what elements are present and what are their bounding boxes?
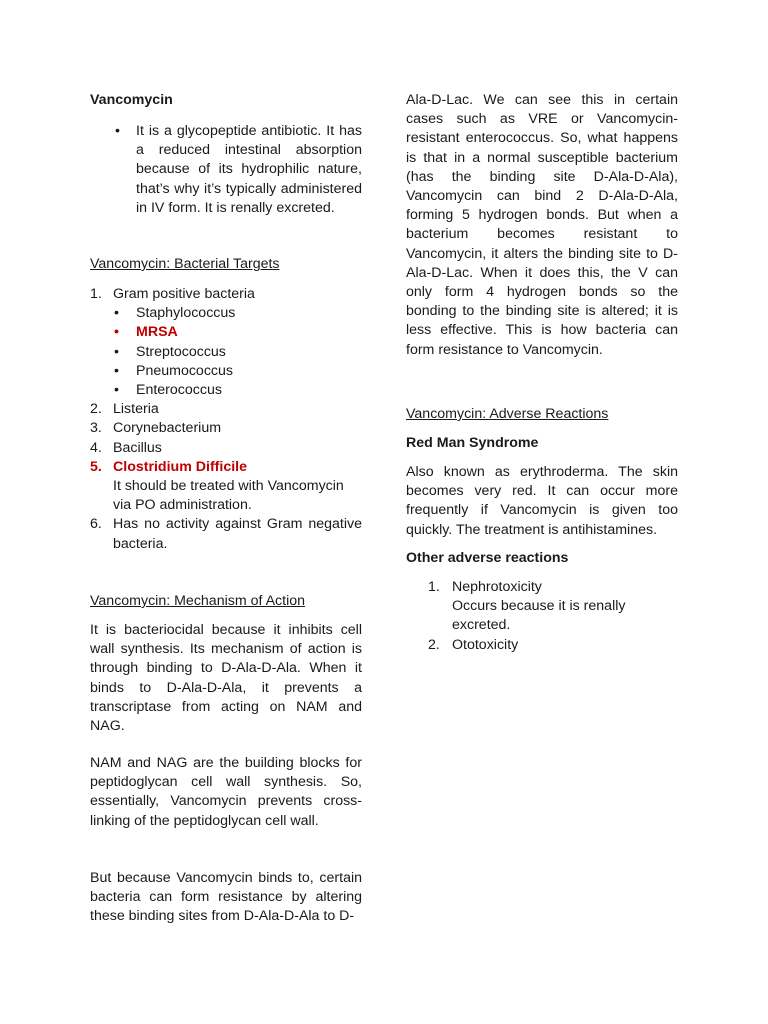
target-item-4 [90, 439, 362, 458]
list-number: 1. [428, 579, 440, 595]
target-item-1-text: Gram positive bacteria [113, 286, 255, 302]
target-item-4-text: Bacillus [113, 439, 162, 456]
targets-title: Vancomycin: Bacterial Targets [90, 256, 280, 272]
adverse-item-2 [406, 636, 678, 655]
target-sub-text: Staphylococcus [136, 305, 236, 322]
bullet-icon: • [114, 362, 119, 379]
adverse-item-1-note [406, 597, 678, 635]
other-adverse-heading: Other adverse reactions [406, 550, 569, 566]
target-sub-text: MRSA [136, 324, 178, 341]
bullet-icon: • [114, 343, 119, 360]
adverse-item-2-text: Ototoxicity [452, 636, 519, 653]
bullet-icon: • [114, 382, 119, 399]
adverse-item-1 [406, 578, 678, 597]
target-sub-text: Enterococcus [136, 382, 222, 399]
list-number: 2. [428, 636, 440, 653]
target-sub-enterococcus [90, 381, 362, 400]
list-number: 1. [90, 286, 102, 302]
list-number: 4. [90, 439, 102, 456]
target-item-5-note [90, 477, 362, 515]
page-title: Vancomycin [90, 92, 173, 108]
bullet-icon: • [114, 305, 119, 322]
resistance-paragraph: Ala-D-Lac. We can see this in certain cases such as VRE or Vancomycin-resistant enterococcus. So, what happens is that in a normal susceptible bacterium (has the binding site D-Ala-D-Ala), Vancomycin can bind 2 D-Ala-D-Ala, forming 5 hydrogen bonds. But when a bacterium becomes resistant to Vancomycin, it alters the binding site to D-Ala-D-Lac. When it does this, the V can only form 4 hydrogen bonds so the bonding to the binding site is altered; it is less effective. This is how bacteria can form resistance to Vancomycin. [406, 92, 678, 358]
target-item-2 [90, 400, 362, 419]
adverse-item-1-text: Nephrotoxicity [452, 579, 542, 595]
red-man-syndrome-heading: Red Man Syndrome [406, 435, 539, 451]
adverse-item-1-note-text: Occurs because it is renally excreted. [452, 598, 626, 634]
red-man-syndrome-paragraph: Also known as erythroderma. The skin becomes very red. It can occur more frequently if Vancomycin is given too quickly. The treatment is antihistamines. [406, 464, 678, 538]
target-sub-streptococcus [90, 343, 362, 362]
other-adverse-list [406, 578, 678, 655]
target-item-5-note-text: It should be treated with Vancomycin via PO administration. [113, 478, 344, 514]
list-number: 5. [90, 458, 102, 475]
target-sub-pneumococcus [90, 362, 362, 381]
adverse-title: Vancomycin: Adverse Reactions [406, 406, 609, 422]
list-number: 6. [90, 516, 102, 533]
list-number: 2. [90, 401, 102, 418]
target-item-3 [90, 419, 362, 438]
intro-bullet [90, 122, 362, 218]
bullet-icon: • [114, 324, 119, 341]
target-sub-text: Streptococcus [136, 343, 226, 360]
moa-paragraph-3: But because Vancomycin binds to, certain bacteria can form resistance by altering these binding sites from D-Ala-D-Ala to D- [90, 870, 362, 925]
intro-bullet-list [90, 122, 362, 218]
moa-paragraph-2: NAM and NAG are the building blocks for peptidoglycan cell wall synthesis. So, essentially, Vancomycin prevents cross-linking of the peptidoglycan cell wall. [90, 755, 362, 829]
target-sub-mrsa [90, 323, 362, 342]
target-item-5-text: Clostridium Difficile [113, 458, 248, 475]
targets-list [90, 285, 362, 554]
target-item-1 [90, 285, 362, 304]
target-item-6-text: Has no activity against Gram negative bacteria. [113, 516, 362, 552]
target-item-3-text: Corynebacterium [113, 420, 222, 437]
target-sub-staphylococcus [90, 304, 362, 323]
target-sub-text: Pneumococcus [136, 362, 233, 379]
target-item-6 [90, 515, 362, 553]
moa-paragraph-1: It is bacteriocidal because it inhibits cell wall synthesis. Its mechanism of action is through binding to D-Ala-D-Ala. When it binds to D-Ala-D-Ala, it prevents a transcriptase from acting on NAM and NAG. [90, 622, 362, 735]
list-number: 3. [90, 420, 102, 437]
moa-title: Vancomycin: Mechanism of Action [90, 593, 306, 609]
intro-bullet-text: It is a glycopeptide antibiotic. It has a reduced intestinal absorption because of its hydrophilic nature, that’s why it’s typically administered in IV form. It is renally excreted. [136, 123, 362, 216]
bullet-icon: • [115, 123, 120, 139]
target-item-5 [90, 458, 362, 477]
target-item-2-text: Listeria [113, 401, 159, 418]
